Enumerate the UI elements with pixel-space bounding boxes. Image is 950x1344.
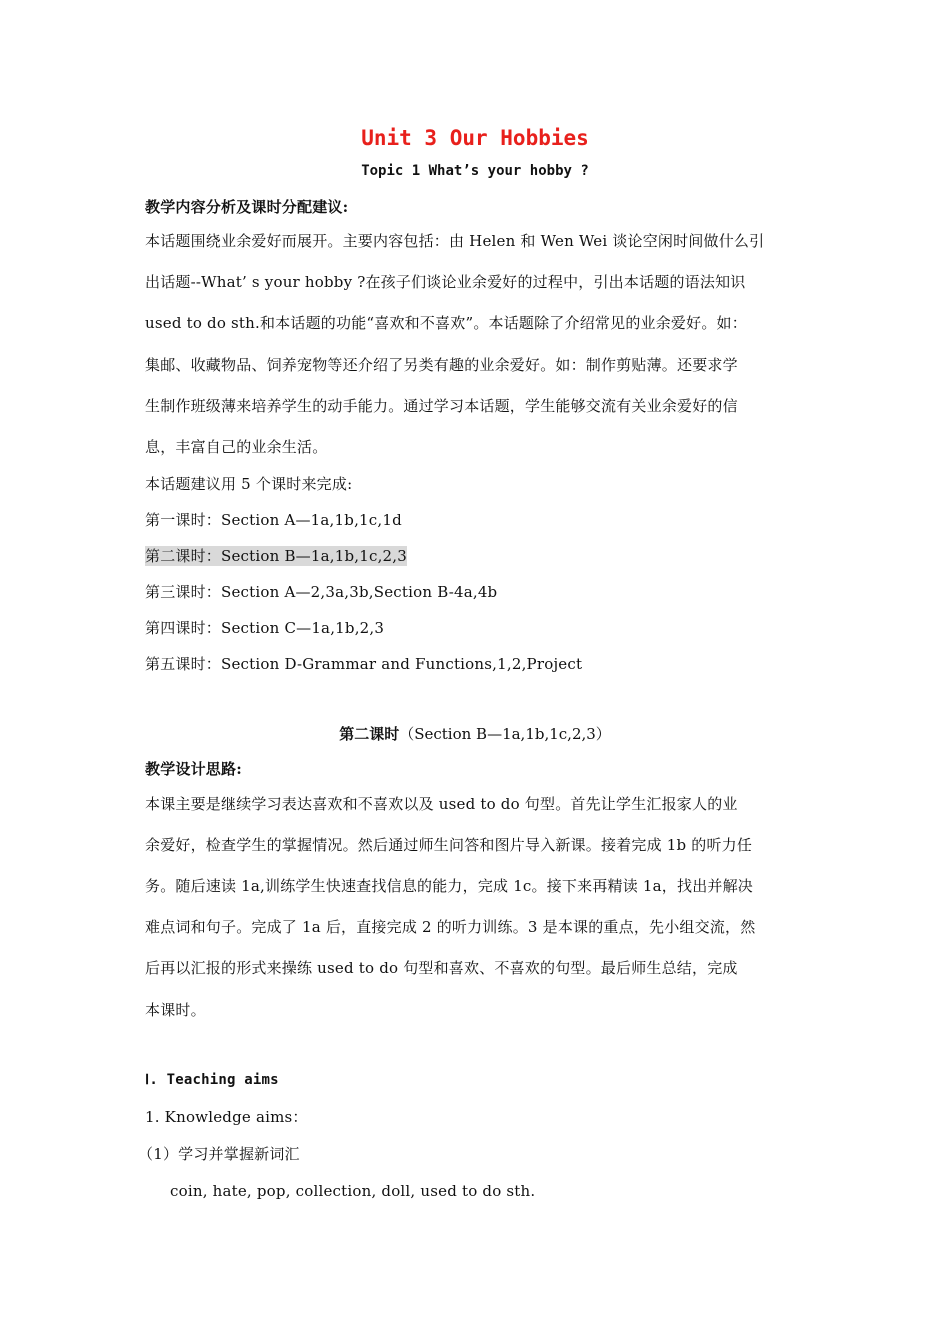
- teaching-aims-heading: Ⅰ. Teaching aims: [145, 1072, 279, 1088]
- vocab-item: （1）学习并掌握新词汇: [138, 1145, 300, 1163]
- vocab-words: coin, hate, pop, collection, doll, used to do sth.: [170, 1182, 536, 1200]
- unit-title: Unit 3 Our Hobbies: [361, 126, 589, 150]
- design-line: 务。随后速读 1a,训练学生快速查找信息的能力，完成 1c。接下来再精读 1a，找出并解决: [145, 877, 753, 895]
- intro-line: 集邮、收藏物品、饲养宠物等还介绍了另类有趣的业余爱好。如：制作剪贴薄。还要求学: [145, 356, 738, 374]
- lesson2-heading-sections: （Section B—1a,1b,1c,2,3）: [399, 725, 611, 743]
- lesson2-heading: [0, 723, 950, 744]
- lessons-intro: 本话题建议用 5 个课时来完成:: [145, 475, 353, 493]
- lesson-item-highlighted: 第二课时：Section B—1a,1b,1c,2,3: [145, 547, 407, 565]
- design-line: 本课主要是继续学习表达喜欢和不喜欢以及 used to do 句型。首先让学生汇报家人的业: [145, 795, 738, 813]
- lesson-item: 第四课时：Section C—1a,1b,2,3: [145, 619, 385, 637]
- lesson-item: 第三课时：Section A—2,3a,3b,Section B-4a,4b: [145, 583, 498, 601]
- lesson-item: 第一课时：Section A—1a,1b,1c,1d: [145, 511, 402, 529]
- design-line: 本课时。: [145, 1001, 206, 1019]
- design-line: 后再以汇报的形式来操练 used to do 句型和喜欢、不喜欢的句型。最后师生总结，完成: [145, 959, 738, 977]
- intro-line: 出话题--What’ s your hobby ?在孩子们谈论业余爱好的过程中，引出本话题的语法知识: [145, 273, 746, 291]
- design-line: 难点词和句子。完成了 1a 后，直接完成 2 的听力训练。3 是本课的重点，先小组交流，然: [145, 918, 756, 936]
- content-analysis-heading: 教学内容分析及课时分配建议:: [145, 198, 349, 216]
- design-line: 余爱好，检查学生的掌握情况。然后通过师生问答和图片导入新课。接着完成 1b 的听力任: [145, 836, 753, 854]
- lesson-item: 第五课时：Section D-Grammar and Functions,1,2,Project: [145, 655, 583, 673]
- lesson2-heading-label: 第二课时: [339, 725, 400, 743]
- intro-line: 本话题围绕业余爱好而展开。主要内容包括：由 Helen 和 Wen Wei 谈论空闲时间做什么引: [145, 232, 765, 250]
- design-heading: 教学设计思路:: [145, 760, 242, 778]
- intro-line: used to do sth.和本话题的功能“喜欢和不喜欢”。本话题除了介绍常见的业余爱好。如：: [145, 314, 747, 332]
- intro-line: 息，丰富自己的业余生活。: [145, 438, 328, 456]
- intro-line: 生制作班级薄来培养学生的动手能力。通过学习本话题，学生能够交流有关业余爱好的信: [145, 397, 738, 415]
- topic-subtitle: Topic 1 What’s your hobby ?: [361, 163, 589, 179]
- knowledge-aims: 1. Knowledge aims：: [145, 1108, 308, 1126]
